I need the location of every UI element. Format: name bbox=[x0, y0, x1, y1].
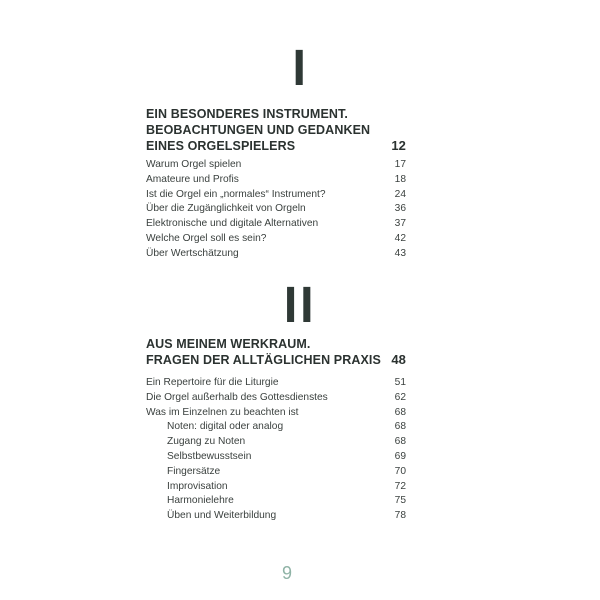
part-numeral: I bbox=[291, 41, 309, 97]
toc-subentry[interactable] bbox=[146, 494, 408, 509]
toc-entry[interactable] bbox=[146, 217, 408, 232]
toc-subentry[interactable] bbox=[146, 509, 408, 524]
entry-title: Noten: digital oder analog bbox=[167, 421, 284, 433]
entry-page: 72 bbox=[394, 480, 406, 492]
entry-title: Fingersätze bbox=[167, 465, 221, 477]
entry-page: 37 bbox=[394, 218, 406, 230]
entry-title: Warum Orgel spielen bbox=[146, 159, 242, 170]
entry-title: Improvisation bbox=[167, 480, 228, 492]
entry-page: 68 bbox=[394, 421, 406, 433]
part-numeral: II bbox=[283, 278, 317, 334]
entry-title: Ist die Orgel ein „normales“ Instrument? bbox=[146, 188, 326, 200]
toc-entry[interactable] bbox=[146, 406, 408, 421]
chapter-heading[interactable] bbox=[146, 336, 408, 368]
toc-entry[interactable] bbox=[146, 202, 408, 217]
entry-title: Über Wertschätzung bbox=[146, 247, 239, 259]
toc-subentry[interactable] bbox=[146, 420, 408, 435]
entry-title: Die Orgel außerhalb des Gottesdienstes bbox=[146, 391, 328, 403]
toc-entry[interactable] bbox=[146, 247, 408, 262]
toc-entry-list bbox=[146, 158, 408, 262]
chapter-page-number: 48 bbox=[391, 352, 406, 367]
toc-entry[interactable] bbox=[146, 391, 408, 406]
entry-page: 42 bbox=[394, 232, 406, 244]
chapter-title-line: EIN BESONDERES INSTRUMENT. bbox=[146, 107, 348, 121]
entry-title: Harmonielehre bbox=[167, 495, 234, 507]
entry-page: 75 bbox=[394, 495, 406, 507]
toc-entry[interactable] bbox=[146, 188, 408, 203]
entry-title: Zugang zu Noten bbox=[167, 436, 246, 448]
chapter-page-number: 12 bbox=[391, 138, 406, 153]
entry-page: 24 bbox=[394, 188, 406, 200]
chapter-title-line: FRAGEN DER ALLTÄGLICHEN PRAXIS bbox=[146, 353, 381, 367]
chapter-title-line: AUS MEINEM WERKRAUM. bbox=[146, 337, 311, 351]
entry-page: 36 bbox=[394, 203, 406, 215]
entry-title: Amateure und Profis bbox=[146, 173, 239, 185]
entry-page: 17 bbox=[394, 159, 406, 170]
entry-page: 68 bbox=[394, 406, 406, 418]
entry-page: 18 bbox=[394, 173, 406, 185]
entry-title: Welche Orgel soll es sein? bbox=[146, 232, 267, 244]
entry-page: 62 bbox=[394, 391, 406, 403]
toc-entry[interactable] bbox=[146, 158, 408, 173]
entry-page: 78 bbox=[394, 510, 406, 522]
entry-title: Elektronische und digitale Alternativen bbox=[146, 218, 319, 230]
entry-title: Über die Zugänglichkeit von Orgeln bbox=[146, 203, 306, 215]
chapter-title-line: EINES ORGELSPIELERS bbox=[146, 139, 296, 153]
toc-subentry[interactable] bbox=[146, 450, 408, 465]
entry-page: 43 bbox=[394, 247, 406, 259]
toc-subentry[interactable] bbox=[146, 465, 408, 480]
toc-entry-list bbox=[146, 376, 408, 524]
chapter-heading[interactable] bbox=[146, 106, 408, 154]
toc-subentry[interactable] bbox=[146, 480, 408, 495]
entry-page: 68 bbox=[394, 436, 406, 448]
chapter-title-line: BEOBACHTUNGEN UND GEDANKEN bbox=[146, 123, 371, 137]
entry-page: 70 bbox=[394, 465, 406, 477]
toc-entry[interactable] bbox=[146, 173, 408, 188]
toc-entry[interactable] bbox=[146, 376, 408, 391]
entry-title: Was im Einzelnen zu beachten ist bbox=[146, 406, 299, 418]
entry-title: Ein Repertoire für die Liturgie bbox=[146, 377, 279, 388]
toc-subentry[interactable] bbox=[146, 435, 408, 450]
entry-title: Selbstbewusstsein bbox=[167, 450, 252, 462]
entry-title: Üben und Weiterbildung bbox=[167, 510, 277, 522]
toc-entry[interactable] bbox=[146, 232, 408, 247]
page-number: 9 bbox=[281, 563, 292, 583]
entry-page: 69 bbox=[394, 450, 406, 462]
entry-page: 51 bbox=[394, 377, 406, 388]
